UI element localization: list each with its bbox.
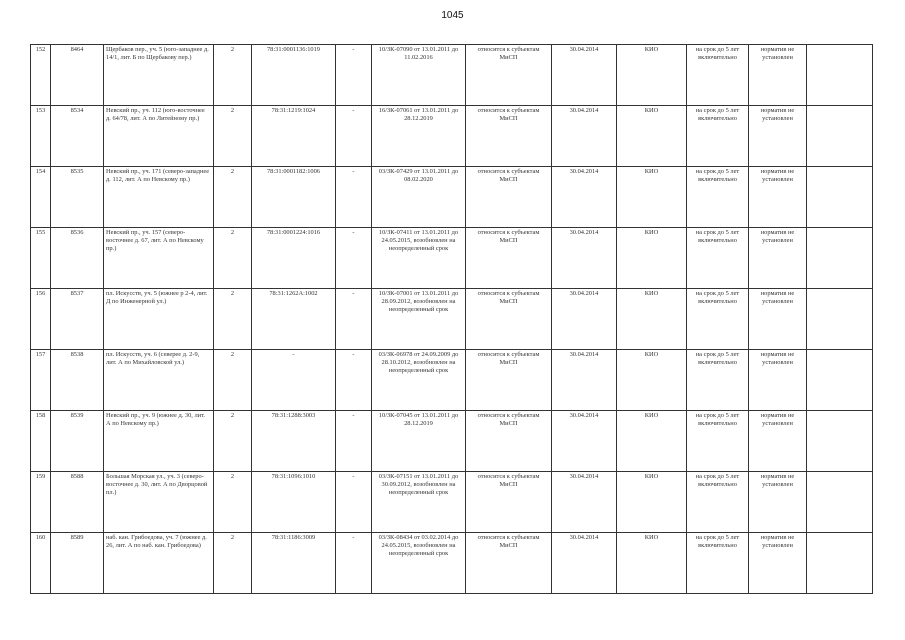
cell-cadastral-number: 78:31:1186:3009 xyxy=(252,533,336,594)
cell-object-id: 8464 xyxy=(51,45,104,106)
cell-norm: норматив не установлен xyxy=(749,106,807,167)
cell-category: относится к субъектам МиСП xyxy=(466,411,552,472)
cell-address: пл. Искусств, уч. 5 (южнее р 2-4, лит. Д по Инженерной ул.) xyxy=(104,289,214,350)
page-number: 1045 xyxy=(441,10,464,21)
cell-date: 30.04.2014 xyxy=(552,45,617,106)
cell-date: 30.04.2014 xyxy=(552,106,617,167)
cell-blank xyxy=(807,289,873,350)
cell-contract-info: 03/ЗК-06978 от 24.09.2009 до 28.10.2012, возобновлен на неопределенный срок xyxy=(372,350,466,411)
cell-date: 30.04.2014 xyxy=(552,411,617,472)
cell-empty-mark: - xyxy=(336,350,372,411)
cell-object-id: 8538 xyxy=(51,350,104,411)
cell-norm: норматив не установлен xyxy=(749,45,807,106)
cell-object-id: 8534 xyxy=(51,106,104,167)
cell-row-number: 156 xyxy=(31,289,51,350)
cell-organization: КИО xyxy=(617,350,687,411)
cell-date: 30.04.2014 xyxy=(552,289,617,350)
cell-organization: КИО xyxy=(617,472,687,533)
cell-norm: норматив не установлен xyxy=(749,411,807,472)
cell-date: 30.04.2014 xyxy=(552,533,617,594)
cell-term: на срок до 5 лет включительно xyxy=(687,533,749,594)
cell-count: 2 xyxy=(214,533,252,594)
register-table xyxy=(30,44,873,594)
cell-term: на срок до 5 лет включительно xyxy=(687,472,749,533)
cell-cadastral-number: 78:31:1262А:1002 xyxy=(252,289,336,350)
cell-norm: норматив не установлен xyxy=(749,533,807,594)
cell-norm: норматив не установлен xyxy=(749,289,807,350)
cell-row-number: 159 xyxy=(31,472,51,533)
cell-address: пл. Искусств, уч. 6 (северее д. 2-9, лит. А по Михайловской ул.) xyxy=(104,350,214,411)
cell-row-number: 152 xyxy=(31,45,51,106)
cell-category: относится к субъектам МиСП xyxy=(466,533,552,594)
cell-organization: КИО xyxy=(617,106,687,167)
cell-organization: КИО xyxy=(617,45,687,106)
table-row xyxy=(31,289,873,350)
cell-blank xyxy=(807,411,873,472)
cell-blank xyxy=(807,472,873,533)
cell-object-id: 8536 xyxy=(51,228,104,289)
cell-date: 30.04.2014 xyxy=(552,228,617,289)
cell-empty-mark: - xyxy=(336,289,372,350)
cell-organization: КИО xyxy=(617,167,687,228)
cell-address: Невский пр., уч. 157 (северо-восточнее д. 67, лит. А по Невскому пр.) xyxy=(104,228,214,289)
cell-empty-mark: - xyxy=(336,45,372,106)
cell-address: наб. кан. Грибоедова, уч. 7 (южнее д. 26, лит. А по наб. кан. Грибоедова) xyxy=(104,533,214,594)
cell-object-id: 8588 xyxy=(51,472,104,533)
cell-empty-mark: - xyxy=(336,533,372,594)
cell-norm: норматив не установлен xyxy=(749,350,807,411)
cell-category: относится к субъектам МиСП xyxy=(466,228,552,289)
table-row xyxy=(31,411,873,472)
cell-contract-info: 10/ЗК-07045 от 13.01.2011 до 28.12.2019 xyxy=(372,411,466,472)
cell-term: на срок до 5 лет включительно xyxy=(687,228,749,289)
cell-empty-mark: - xyxy=(336,472,372,533)
cell-contract-info: 10/ЗК-07090 от 13.01.2011 до 11.02.2016 xyxy=(372,45,466,106)
table-row xyxy=(31,472,873,533)
cell-empty-mark: - xyxy=(336,228,372,289)
cell-blank xyxy=(807,228,873,289)
cell-cadastral-number: 78:31:0001136:1019 xyxy=(252,45,336,106)
cell-contract-info: 10/ЗК-07411 от 13.01.2011 до 24.05.2015, возобновлен на неопределенный срок xyxy=(372,228,466,289)
cell-term: на срок до 5 лет включительно xyxy=(687,106,749,167)
cell-blank xyxy=(807,350,873,411)
cell-address: Щербаков пер., уч. 5 (юго-западнее д. 14/1, лит. Б по Щербакову пер.) xyxy=(104,45,214,106)
cell-count: 2 xyxy=(214,350,252,411)
cell-row-number: 157 xyxy=(31,350,51,411)
cell-object-id: 8537 xyxy=(51,289,104,350)
cell-count: 2 xyxy=(214,411,252,472)
cell-organization: КИО xyxy=(617,228,687,289)
cell-category: относится к субъектам МиСП xyxy=(466,350,552,411)
cell-object-id: 8539 xyxy=(51,411,104,472)
table-row xyxy=(31,45,873,106)
cell-empty-mark: - xyxy=(336,106,372,167)
cell-cadastral-number: 78:31:0001224:1016 xyxy=(252,228,336,289)
cell-contract-info: 10/ЗК-07001 от 13.01.2011 до 28.09.2012, возобновлен на неопределенный срок xyxy=(372,289,466,350)
cell-blank xyxy=(807,533,873,594)
cell-empty-mark: - xyxy=(336,411,372,472)
cell-count: 2 xyxy=(214,167,252,228)
cell-address: Большая Морская ул., уч. 3 (северо-восточнее д. 30, лит. А по Дворцовой пл.) xyxy=(104,472,214,533)
cell-category: относится к субъектам МиСП xyxy=(466,167,552,228)
cell-contract-info: 16/ЗК-07061 от 13.01.2011 до 28.12.2019 xyxy=(372,106,466,167)
table-row xyxy=(31,533,873,594)
cell-term: на срок до 5 лет включительно xyxy=(687,45,749,106)
cell-contract-info: 03/ЗК-08434 от 03.02.2014 до 24.05.2015, возобновлен на неопределенный срок xyxy=(372,533,466,594)
cell-row-number: 154 xyxy=(31,167,51,228)
cell-blank xyxy=(807,106,873,167)
cell-category: относится к субъектам МиСП xyxy=(466,289,552,350)
cell-contract-info: 03/ЗК-07429 от 13.01.2011 до 08.02.2020 xyxy=(372,167,466,228)
cell-term: на срок до 5 лет включительно xyxy=(687,411,749,472)
cell-category: относится к субъектам МиСП xyxy=(466,106,552,167)
cell-category: относится к субъектам МиСП xyxy=(466,45,552,106)
cell-date: 30.04.2014 xyxy=(552,472,617,533)
cell-blank xyxy=(807,167,873,228)
cell-count: 2 xyxy=(214,472,252,533)
cell-row-number: 155 xyxy=(31,228,51,289)
table-row xyxy=(31,350,873,411)
cell-count: 2 xyxy=(214,289,252,350)
cell-cadastral-number: 78:31:0001182:1006 xyxy=(252,167,336,228)
cell-empty-mark: - xyxy=(336,167,372,228)
cell-cadastral-number: - xyxy=(252,350,336,411)
cell-date: 30.04.2014 xyxy=(552,350,617,411)
cell-row-number: 158 xyxy=(31,411,51,472)
cell-organization: КИО xyxy=(617,289,687,350)
cell-row-number: 160 xyxy=(31,533,51,594)
cell-count: 2 xyxy=(214,106,252,167)
cell-term: на срок до 5 лет включительно xyxy=(687,350,749,411)
cell-organization: КИО xyxy=(617,411,687,472)
cell-cadastral-number: 78:31:1096:1010 xyxy=(252,472,336,533)
cell-term: на срок до 5 лет включительно xyxy=(687,289,749,350)
cell-category: относится к субъектам МиСП xyxy=(466,472,552,533)
cell-count: 2 xyxy=(214,45,252,106)
cell-norm: норматив не установлен xyxy=(749,167,807,228)
cell-cadastral-number: 78:31:1288:3003 xyxy=(252,411,336,472)
cell-organization: КИО xyxy=(617,533,687,594)
cell-cadastral-number: 78:31:1219:1024 xyxy=(252,106,336,167)
cell-object-id: 8589 xyxy=(51,533,104,594)
cell-address: Невский пр., уч. 171 (северо-западнее д. 112, лит. А по Невскому пр.) xyxy=(104,167,214,228)
table-row xyxy=(31,228,873,289)
cell-contract-info: 03/ЗК-07151 от 13.01.2011 до 30.09.2012, возобновлен на неопределенный срок xyxy=(372,472,466,533)
cell-object-id: 8535 xyxy=(51,167,104,228)
cell-date: 30.04.2014 xyxy=(552,167,617,228)
cell-blank xyxy=(807,45,873,106)
cell-row-number: 153 xyxy=(31,106,51,167)
cell-address: Невский пр., уч. 9 (южнее д. 30, лит. А по Невскому пр.) xyxy=(104,411,214,472)
cell-norm: норматив не установлен xyxy=(749,472,807,533)
table-row xyxy=(31,167,873,228)
table-row xyxy=(31,106,873,167)
cell-norm: норматив не установлен xyxy=(749,228,807,289)
cell-term: на срок до 5 лет включительно xyxy=(687,167,749,228)
cell-count: 2 xyxy=(214,228,252,289)
cell-address: Невский пр., уч. 112 (юго-восточнее д. 64/78, лит. А по Литейному пр.) xyxy=(104,106,214,167)
